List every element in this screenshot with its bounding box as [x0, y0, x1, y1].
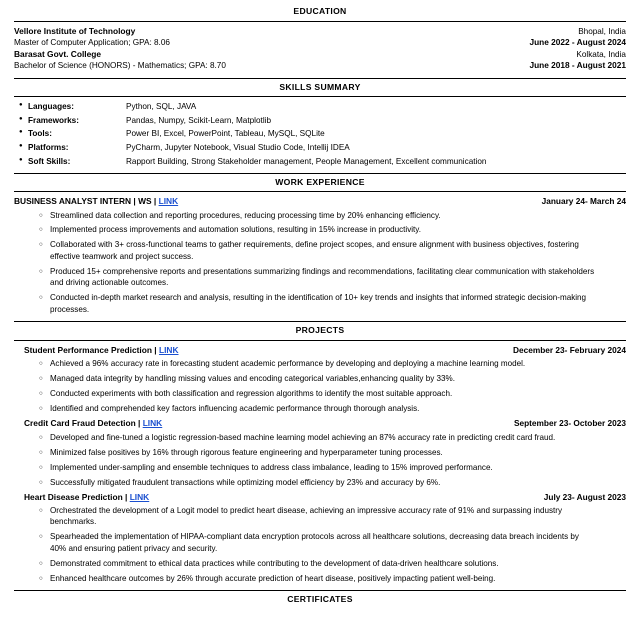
experience-dates: January 24- March 24	[541, 196, 626, 207]
education-heading: EDUCATION	[293, 6, 347, 16]
certificates-top-divider	[14, 590, 626, 591]
list-item: ○ Managed data integrity by handling missing values and encoding categorical variables,enhancing quality by 33%.	[50, 373, 626, 384]
skill-value: Pandas, Numpy, Scikit-Learn, Matplotlib	[126, 115, 272, 125]
project-name-text: Credit Card Fraud Detection |	[24, 418, 143, 429]
list-item	[28, 156, 626, 167]
skills-divider	[14, 96, 626, 97]
education-section	[14, 6, 626, 72]
project-link[interactable]: LINK	[129, 491, 150, 502]
education-dates: June 2022 - August 2024	[529, 36, 626, 47]
project-bullets	[14, 505, 626, 584]
certificates-heading: CERTIFICATES	[287, 594, 353, 605]
skill-value: Rapport Building, Strong Stakeholder management, People Management, Excellent communication	[126, 156, 487, 166]
experience-role-text: BUSINESS ANALYST INTERN | WS |	[14, 196, 159, 207]
experience-link[interactable]: LINK	[158, 196, 179, 207]
experience-role	[14, 196, 178, 207]
education-institution: Vellore Institute of Technology	[14, 25, 136, 36]
skill-label: ● Tools:	[28, 129, 52, 139]
experience-entry-header	[14, 196, 626, 207]
project-bullets	[14, 358, 626, 414]
project-name-text: Student Performance Prediction |	[24, 344, 159, 355]
project-link[interactable]: LINK	[142, 418, 163, 429]
skills-heading: SKILLS SUMMARY	[279, 81, 361, 92]
education-location: Kolkata, India	[576, 50, 626, 60]
skill-label: ● Platforms:	[28, 142, 69, 152]
skill-value: Power BI, Excel, PowerPoint, Tableau, MySQL, SQLite	[126, 129, 325, 139]
projects-top-divider	[14, 321, 626, 322]
list-item: ○ Minimized false positives by 16% through rigorous feature engineering and hyperparameter tuning processes.	[50, 447, 626, 458]
list-item: ○ Conducted experiments with both classification and regression algorithms to identify the most suitable approach.	[50, 388, 626, 399]
list-item: ○ Streamlined data collection and reporting procedures, reducing processing time by 20% enhancing efficiency.	[50, 210, 626, 221]
list-item: ○ Collaborated with 3+ cross-functional teams to gather requirements, define project scopes, and ensure alignment with business objectives, fostering effective teamwork and project success.	[50, 239, 626, 262]
education-location: Bhopal, India	[578, 26, 626, 36]
skills-list	[14, 101, 626, 166]
list-item	[28, 115, 626, 126]
experience-bullets	[14, 210, 626, 316]
list-item: ○ Developed and fine-tuned a logistic regression-based machine learning model achieving an 87% accuracy rate in predicting credit card fraud.	[50, 432, 626, 443]
education-degree: Master of Computer Application; GPA: 8.06	[14, 37, 170, 47]
project-entry	[14, 345, 626, 415]
skill-value: PyCharm, Jupyter Notebook, Visual Studio Code, Intellij IDEA	[126, 142, 350, 152]
experience-heading: WORK EXPERIENCE	[275, 176, 365, 187]
projects-section	[14, 321, 626, 584]
project-entry	[14, 492, 626, 585]
project-dates: July 23- August 2023	[543, 491, 626, 502]
project-entry	[14, 418, 626, 488]
list-item: ○ Demonstrated commitment to ethical data practices while contributing to the development of data-driven healthcare solutions.	[50, 558, 626, 569]
project-dates: December 23- February 2024	[513, 344, 626, 355]
education-dates: June 2018 - August 2021	[529, 60, 626, 71]
skills-section	[14, 78, 626, 167]
list-item: ○ Implemented process improvements and automation solutions, resulting in 15% increase in productivity.	[50, 224, 626, 235]
list-item	[28, 142, 626, 153]
skill-value: Python, SQL, JAVA	[126, 102, 197, 112]
list-item: ○ Conducted in-depth market research and analysis, resulting in the identification of 10+ key trends and insights that informed strategic decision-making processes.	[50, 292, 626, 315]
project-link[interactable]: LINK	[158, 344, 179, 355]
education-entry	[14, 26, 626, 49]
project-name	[24, 418, 162, 429]
education-divider	[14, 21, 626, 22]
list-item: ○ Successfully mitigated fraudulent transactions while optimizing model efficiency by 23% and accuracy by 6%.	[50, 477, 626, 488]
experience-divider	[14, 191, 626, 192]
skill-label: ● Frameworks:	[28, 115, 79, 125]
education-degree: Bachelor of Science (HONORS) - Mathematics; GPA: 8.70	[14, 61, 226, 71]
list-item	[28, 128, 626, 139]
list-item: ○ Implemented under-sampling and ensemble techniques to address class imbalance, leading to 15% improved performance.	[50, 462, 626, 473]
project-bullets	[14, 432, 626, 488]
project-name	[24, 345, 179, 356]
education-entry	[14, 49, 626, 72]
list-item: ○ Achieved a 96% accuracy rate in forecasting student academic performance by developing and deploying a machine learning model.	[50, 358, 626, 369]
list-item	[28, 101, 626, 112]
education-institution: Barasat Govt. College	[14, 49, 102, 60]
skill-label: ● Soft Skills:	[28, 156, 71, 166]
project-name-text: Heart Disease Prediction |	[24, 491, 130, 502]
skills-top-divider	[14, 78, 626, 79]
list-item: ○ Enhanced healthcare outcomes by 26% through accurate prediction of heart disease, positively impacting patient well-being.	[50, 573, 626, 584]
project-name	[24, 492, 149, 503]
projects-heading: PROJECTS	[295, 325, 345, 336]
certificates-section	[14, 590, 626, 606]
project-dates: September 23- October 2023	[513, 418, 626, 429]
list-item: ○ Spearheaded the implementation of HIPAA-compliant data encryption protocols across all healthcare solutions, decreasing data breach incidents by 40% and ensuring patient privacy and security.	[50, 531, 626, 554]
skill-label: ● Languages:	[28, 102, 74, 112]
list-item: ○ Orchestrated the development of a Logit model to predict heart disease, achieving an impressive accuracy rate of 91% and surpassing industry benchmarks.	[50, 505, 626, 528]
list-item: ○ Identified and comprehended key factors influencing academic performance through thorough analysis.	[50, 403, 626, 414]
experience-top-divider	[14, 173, 626, 174]
list-item: ○ Produced 15+ comprehensive reports and presentations summarizing findings and recommendations, facilitating clear communication with stakeholders and driving actionable outcomes.	[50, 266, 626, 289]
projects-divider	[14, 340, 626, 341]
experience-section	[14, 173, 626, 316]
